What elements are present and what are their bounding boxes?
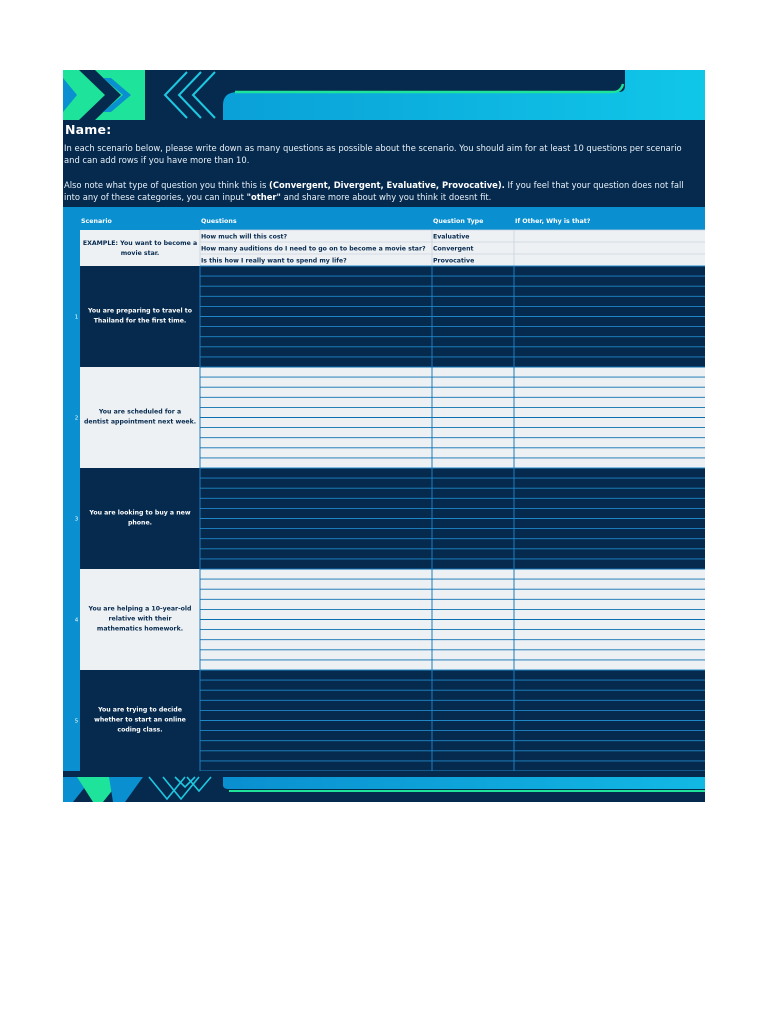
question-type-input-cell[interactable] (433, 631, 513, 639)
reason-input-cell[interactable] (515, 580, 704, 588)
reason-input-cell[interactable] (515, 530, 704, 538)
example-question: Is this how I really want to spend my life? (201, 257, 347, 265)
question-type-input-cell[interactable] (433, 550, 513, 558)
question-type-input-cell[interactable] (433, 701, 513, 709)
reason-input-cell[interactable] (515, 722, 704, 730)
reason-input-cell[interactable] (515, 621, 704, 629)
reason-input-cell[interactable] (515, 540, 704, 548)
reason-input-cell[interactable] (515, 651, 704, 659)
question-input-cell[interactable] (201, 499, 431, 507)
question-type-input-cell[interactable] (433, 408, 513, 416)
reason-input-cell[interactable] (515, 499, 704, 507)
question-type-input-cell[interactable] (433, 752, 513, 760)
question-type-input-cell[interactable] (433, 742, 513, 750)
scenario-text-line: You are preparing to travel to (87, 307, 193, 315)
question-input-cell[interactable] (201, 368, 431, 376)
scenario-text-line: EXAMPLE: You want to become a (82, 240, 198, 247)
question-input-cell[interactable] (201, 631, 431, 639)
question-input-cell[interactable] (201, 742, 431, 750)
instructions-paragraph: In each scenario below, please write down as many questions as possible about the scenario. You should aim for at least 10 questions per scenario and can add rows if you have more than 10. (64, 143, 682, 165)
question-input-cell[interactable] (201, 509, 431, 517)
reason-input-cell[interactable] (515, 671, 704, 679)
column-header: If Other, Why is that? (515, 218, 591, 225)
question-input-cell[interactable] (201, 449, 431, 457)
scenario-text-line: coding class. (117, 726, 163, 734)
scenario-number: 2 (74, 415, 79, 422)
reason-input-cell[interactable] (515, 429, 704, 437)
reason-input-cell[interactable] (515, 419, 704, 427)
question-type-input-cell[interactable] (433, 429, 513, 437)
question-type-input-cell[interactable] (433, 671, 513, 679)
question-input-cell[interactable] (201, 560, 431, 568)
question-input-cell[interactable] (201, 419, 431, 427)
question-input-cell[interactable] (201, 691, 431, 699)
question-input-cell[interactable] (201, 439, 431, 447)
question-input-cell[interactable] (201, 277, 431, 285)
question-input-cell[interactable] (201, 398, 431, 406)
instructions-prefix: Also note what type of question you think this is (64, 180, 267, 190)
question-input-cell[interactable] (201, 701, 431, 709)
question-type-input-cell[interactable] (433, 641, 513, 649)
reason-input-cell[interactable] (515, 600, 704, 608)
example-question-type: Evaluative (433, 233, 470, 241)
reason-input-cell[interactable] (515, 459, 704, 467)
reason-input-cell[interactable] (515, 520, 704, 528)
scenario-number: 4 (74, 617, 79, 624)
question-input-cell[interactable] (201, 358, 431, 366)
question-input-cell[interactable] (201, 600, 431, 608)
question-input-cell[interactable] (201, 540, 431, 548)
question-type-input-cell[interactable] (433, 489, 513, 497)
reason-input-cell[interactable] (515, 570, 704, 578)
column-header: Scenario (81, 218, 112, 225)
question-input-cell[interactable] (201, 752, 431, 760)
question-input-cell[interactable] (201, 479, 431, 487)
question-type-input-cell[interactable] (433, 338, 513, 346)
reason-input-cell[interactable] (515, 439, 704, 447)
scenario-text-line: dentist appointment next week. (83, 418, 197, 426)
table-header-row (63, 207, 705, 230)
question-type-input-cell[interactable] (433, 762, 513, 770)
question-type-input-cell[interactable] (433, 499, 513, 507)
question-type-input-cell[interactable] (433, 328, 513, 336)
reason-input-cell[interactable] (515, 762, 704, 770)
question-input-cell[interactable] (201, 671, 431, 679)
question-input-cell[interactable] (201, 641, 431, 649)
question-type-input-cell[interactable] (433, 651, 513, 659)
question-type-input-cell[interactable] (433, 348, 513, 356)
reason-input-cell[interactable] (515, 550, 704, 558)
instructions-suffix: and share more about why you think it doesnt fit. (283, 192, 492, 202)
question-type-input-cell[interactable] (433, 287, 513, 295)
question-input-cell[interactable] (201, 590, 431, 598)
reason-input-cell[interactable] (515, 368, 704, 376)
question-type-input-cell[interactable] (433, 318, 513, 326)
question-input-cell[interactable] (201, 378, 431, 386)
question-input-cell[interactable] (201, 681, 431, 689)
example-question-type: Provocative (433, 257, 475, 265)
question-type-input-cell[interactable] (433, 600, 513, 608)
scenario-number: 3 (74, 516, 79, 523)
question-input-cell[interactable] (201, 530, 431, 538)
scenario-text-line: You are scheduled for a (98, 408, 182, 416)
scenario-text-line: You are looking to buy a new (89, 509, 191, 517)
question-input-cell[interactable] (201, 732, 431, 740)
question-type-input-cell[interactable] (433, 530, 513, 538)
question-input-cell[interactable] (201, 722, 431, 730)
instructions-middle: If you feel that your question does not fall into any of these categories, you can input (64, 180, 684, 202)
reason-input-cell[interactable] (515, 661, 704, 669)
name-label: Name: (65, 122, 112, 137)
question-input-cell[interactable] (201, 318, 431, 326)
reason-input-cell[interactable] (515, 408, 704, 416)
question-input-cell[interactable] (201, 328, 431, 336)
question-type-input-cell[interactable] (433, 590, 513, 598)
reason-input-cell[interactable] (515, 338, 704, 346)
scenario-text-line: mathematics homework. (96, 625, 184, 633)
question-type-input-cell[interactable] (433, 459, 513, 467)
reason-input-cell[interactable] (515, 348, 704, 356)
footer-swoosh (223, 777, 705, 789)
question-input-cell[interactable] (201, 610, 431, 618)
question-input-cell[interactable] (201, 338, 431, 346)
question-type-input-cell[interactable] (433, 419, 513, 427)
question-type-input-cell[interactable] (433, 732, 513, 740)
question-type-input-cell[interactable] (433, 307, 513, 315)
reason-input-cell[interactable] (515, 358, 704, 366)
example-question: How many auditions do I need to go on to become a movie star? (201, 245, 426, 253)
question-type-input-cell[interactable] (433, 711, 513, 719)
reason-input-cell[interactable] (515, 388, 704, 396)
header-banner (63, 70, 705, 120)
reason-input-cell[interactable] (515, 691, 704, 699)
scenario-text-line: whether to start an online (94, 716, 186, 724)
question-type-input-cell[interactable] (433, 570, 513, 578)
question-input-cell[interactable] (201, 297, 431, 305)
reason-input-cell[interactable] (515, 631, 704, 639)
question-type-input-cell[interactable] (433, 277, 513, 285)
reason-input-cell[interactable] (515, 641, 704, 649)
question-input-cell[interactable] (201, 580, 431, 588)
question-type-input-cell[interactable] (433, 398, 513, 406)
example-question: How much will this cost? (201, 233, 288, 241)
question-input-cell[interactable] (201, 307, 431, 315)
other-keyword: "other" (246, 192, 281, 202)
question-types-paragraph (64, 179, 700, 203)
question-type-input-cell[interactable] (433, 297, 513, 305)
reason-input-cell[interactable] (515, 267, 704, 275)
reason-input-cell[interactable] (515, 752, 704, 760)
reason-input-cell[interactable] (515, 277, 704, 285)
scenario-text-line: phone. (127, 519, 153, 527)
question-type-input-cell[interactable] (433, 267, 513, 275)
question-input-cell[interactable] (201, 711, 431, 719)
reason-input-cell[interactable] (515, 701, 704, 709)
column-header: Question Type (433, 218, 484, 225)
reason-input-cell[interactable] (515, 681, 704, 689)
reason-input-cell[interactable] (515, 297, 704, 305)
reason-input-cell[interactable] (515, 489, 704, 497)
question-type-input-cell[interactable] (433, 540, 513, 548)
scenario-text-line: relative with their (108, 615, 172, 623)
question-input-cell[interactable] (201, 408, 431, 416)
reason-input-cell[interactable] (515, 307, 704, 315)
example-question-type: Convergent (433, 245, 474, 253)
question-input-cell[interactable] (201, 489, 431, 497)
question-type-input-cell[interactable] (433, 520, 513, 528)
question-type-input-cell[interactable] (433, 580, 513, 588)
question-types: (Convergent, Divergent, Evaluative, Provocative). (269, 180, 505, 190)
question-input-cell[interactable] (201, 429, 431, 437)
question-type-input-cell[interactable] (433, 722, 513, 730)
question-type-input-cell[interactable] (433, 479, 513, 487)
question-type-input-cell[interactable] (433, 610, 513, 618)
reason-input-cell[interactable] (515, 479, 704, 487)
question-type-input-cell[interactable] (433, 439, 513, 447)
reason-input-cell[interactable] (515, 732, 704, 740)
example-number-cell (63, 230, 80, 266)
question-input-cell[interactable] (201, 459, 431, 467)
question-input-cell[interactable] (201, 469, 431, 477)
question-type-input-cell[interactable] (433, 560, 513, 568)
reason-input-cell[interactable] (515, 742, 704, 750)
question-type-input-cell[interactable] (433, 469, 513, 477)
footer-banner (63, 771, 705, 802)
question-input-cell[interactable] (201, 550, 431, 558)
question-input-cell[interactable] (201, 267, 431, 275)
reason-input-cell[interactable] (515, 378, 704, 386)
scenario-cell (80, 468, 200, 569)
scenario-number: 5 (74, 718, 79, 725)
reason-input-cell[interactable] (515, 560, 704, 568)
reason-input-cell[interactable] (515, 711, 704, 719)
question-type-input-cell[interactable] (433, 388, 513, 396)
question-type-input-cell[interactable] (433, 509, 513, 517)
reason-input-cell[interactable] (515, 509, 704, 517)
question-type-input-cell[interactable] (433, 449, 513, 457)
column-header: Questions (201, 218, 237, 225)
scenario-cell (80, 367, 200, 468)
question-input-cell[interactable] (201, 287, 431, 295)
reason-input-cell[interactable] (515, 287, 704, 295)
scenario-cell (80, 266, 200, 367)
question-type-input-cell[interactable] (433, 358, 513, 366)
scenario-text-line: You are trying to decide (98, 706, 182, 714)
reason-input-cell[interactable] (515, 610, 704, 618)
question-input-cell[interactable] (201, 388, 431, 396)
reason-input-cell[interactable] (515, 318, 704, 326)
question-input-cell[interactable] (201, 621, 431, 629)
scenario-text-line: Thailand for the first time. (93, 317, 187, 325)
question-input-cell[interactable] (201, 661, 431, 669)
reason-input-cell[interactable] (515, 590, 704, 598)
scenario-text-line: You are helping a 10-year-old (88, 605, 192, 613)
reason-input-cell[interactable] (515, 328, 704, 336)
question-type-input-cell[interactable] (433, 691, 513, 699)
reason-input-cell[interactable] (515, 469, 704, 477)
reason-input-cell[interactable] (515, 449, 704, 457)
question-type-input-cell[interactable] (433, 368, 513, 376)
question-type-input-cell[interactable] (433, 621, 513, 629)
reason-input-cell[interactable] (515, 398, 704, 406)
question-input-cell[interactable] (201, 348, 431, 356)
question-type-input-cell[interactable] (433, 661, 513, 669)
question-input-cell[interactable] (201, 570, 431, 578)
question-table (63, 207, 705, 773)
question-input-cell[interactable] (201, 651, 431, 659)
question-input-cell[interactable] (201, 520, 431, 528)
scenario-text-line: movie star. (120, 250, 160, 257)
question-type-input-cell[interactable] (433, 681, 513, 689)
question-input-cell[interactable] (201, 762, 431, 770)
scenario-number: 1 (74, 314, 79, 321)
question-type-input-cell[interactable] (433, 378, 513, 386)
worksheet (63, 70, 705, 802)
